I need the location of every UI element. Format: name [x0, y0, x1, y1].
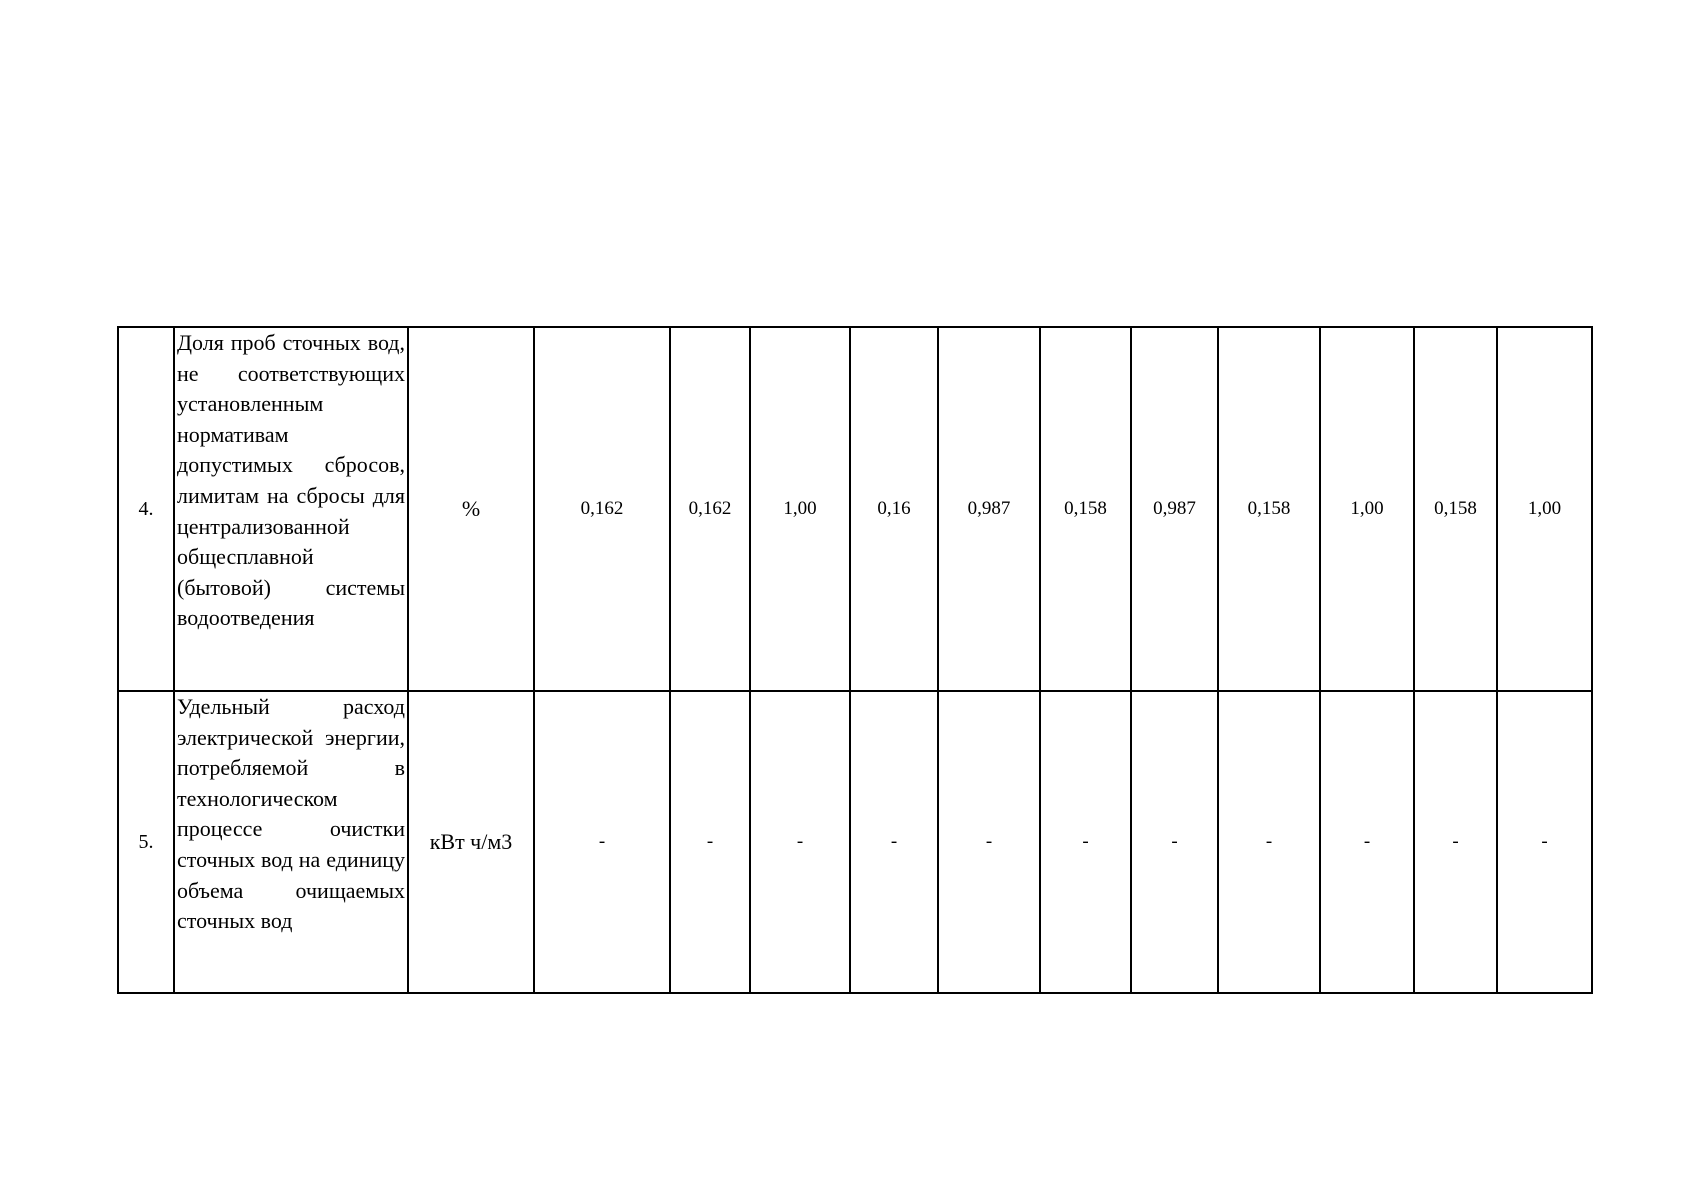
indicator-description: Удельный расход электрической энергии, потребляемой в технологическом процессе очистки сточных вод на единицу объема очищаемых сточных вод [174, 691, 408, 993]
value-cell: 0,16 [850, 327, 938, 691]
value-cell: 0,158 [1040, 327, 1131, 691]
value-cell: 1,00 [750, 327, 850, 691]
value-cell: - [1414, 691, 1497, 993]
value-cell: 0,162 [534, 327, 670, 691]
unit-cell: % [408, 327, 534, 691]
value-cell: 1,00 [1497, 327, 1592, 691]
value-cell: - [1320, 691, 1414, 993]
value-cell: - [850, 691, 938, 993]
row-number: 4. [118, 327, 174, 691]
value-cell: - [670, 691, 750, 993]
value-cell: 0,158 [1218, 327, 1320, 691]
indicators-table [117, 326, 1593, 994]
value-cell: - [534, 691, 670, 993]
value-cell: - [938, 691, 1040, 993]
value-cell: 0,987 [938, 327, 1040, 691]
value-cell: 0,158 [1414, 327, 1497, 691]
table-row [118, 691, 1592, 993]
indicator-description: Доля проб сточных вод, не соответствующих установленным нормативам допустимых сбросов, лимитам на сбросы для централизованной общесплавной (бытовой) системы водоотведения [174, 327, 408, 691]
value-cell: - [1497, 691, 1592, 993]
value-cell: 0,987 [1131, 327, 1218, 691]
unit-cell: кВт ч/м3 [408, 691, 534, 993]
value-cell: - [750, 691, 850, 993]
table-row [118, 327, 1592, 691]
value-cell: 0,162 [670, 327, 750, 691]
value-cell: - [1131, 691, 1218, 993]
value-cell: - [1040, 691, 1131, 993]
value-cell: - [1218, 691, 1320, 993]
row-number: 5. [118, 691, 174, 993]
value-cell: 1,00 [1320, 327, 1414, 691]
